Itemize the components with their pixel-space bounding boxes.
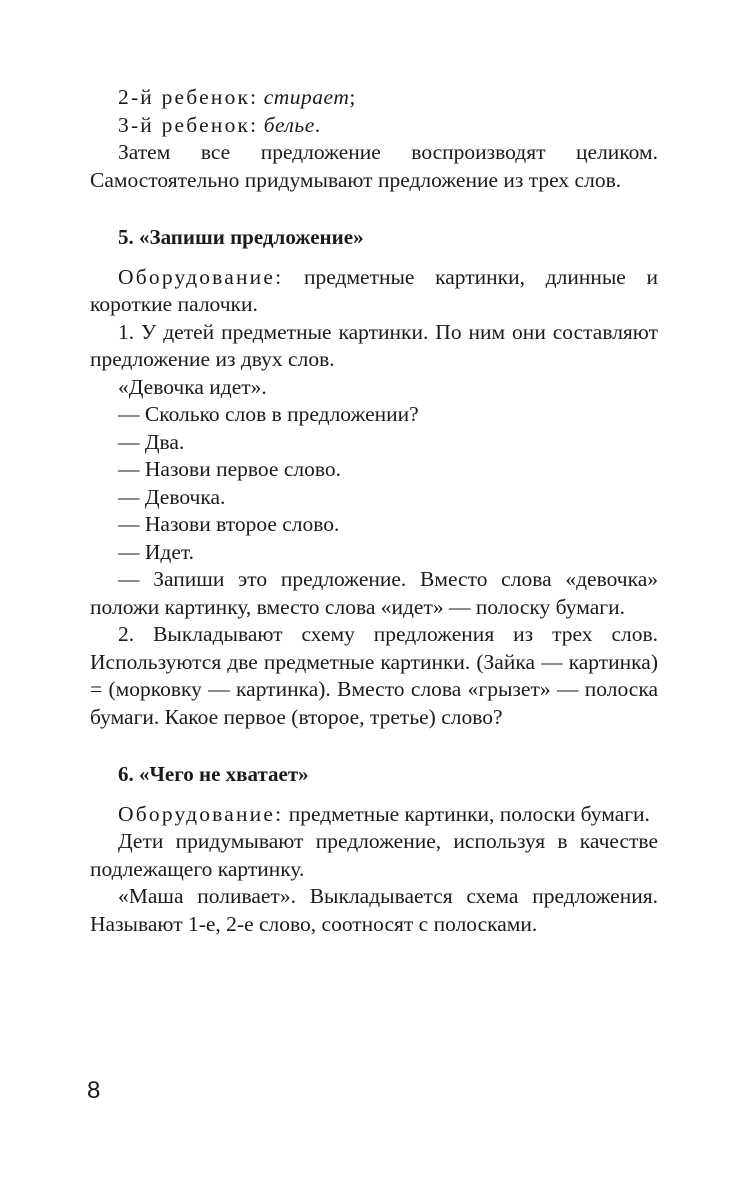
dialogue-line: — Идет. (118, 539, 195, 564)
dialogue-line: — Назови второе слово. (118, 512, 340, 536)
dialogue-line: — Девочка. (118, 484, 226, 509)
dialogue-line-child-2: 2-й ребенок: стирает; (118, 85, 356, 109)
section-6-equipment: Оборудование: предметные картинки, полоски бумаги. (118, 801, 650, 826)
intro-paragraph: Затем все предложение воспроизводят целиком. Самостоятельно придумывают предложение из трех слов. (90, 140, 658, 192)
child-3-word: белье (263, 112, 315, 137)
section-5-instruction: — Запиши это предложение. Вместо слова «девочка» положи картинку, вместо слова «идет» — полоску бумаги. (90, 567, 658, 619)
section-6-heading: 6. «Чего не хватает» (118, 762, 309, 786)
dialogue-line: — Назови первое слово. (118, 457, 341, 481)
child-2-word: стирает (263, 85, 350, 109)
section-5-step-2: 2. Выкладывают схему предложения из трех слов. Используются две предметные картинки. (Зайка — картинка) = (морковку — картинка). Вместо слова «грызет» — полоска бумаги. Какое первое (второе, третье) слово? (90, 622, 658, 729)
section-5-heading: 5. «Запиши предложение» (118, 225, 364, 249)
section-6-paragraph-1: Дети придумывают предложение, используя в качестве подлежащего картинку. (90, 829, 658, 881)
dialogue-line: — Два. (118, 429, 185, 454)
section-5-example: «Девочка идет». (118, 374, 267, 399)
section-5-step-1: 1. У детей предметные картинки. По ним они составляют предложение из двух слов. (90, 319, 658, 371)
section-6-paragraph-2: «Маша поливает». Выкладывается схема предложения. Называют 1-е, 2-е слово, соотносят с полосками. (90, 884, 658, 936)
page-body (90, 84, 658, 938)
page-number: 8 (87, 1077, 101, 1104)
dialogue-line-child-3: 3-й ребенок: белье. (118, 112, 321, 137)
section-5-equipment: Оборудование: предметные картинки, длинные и короткие палочки. (90, 264, 658, 316)
dialogue-line: — Сколько слов в предложении? (118, 402, 419, 426)
